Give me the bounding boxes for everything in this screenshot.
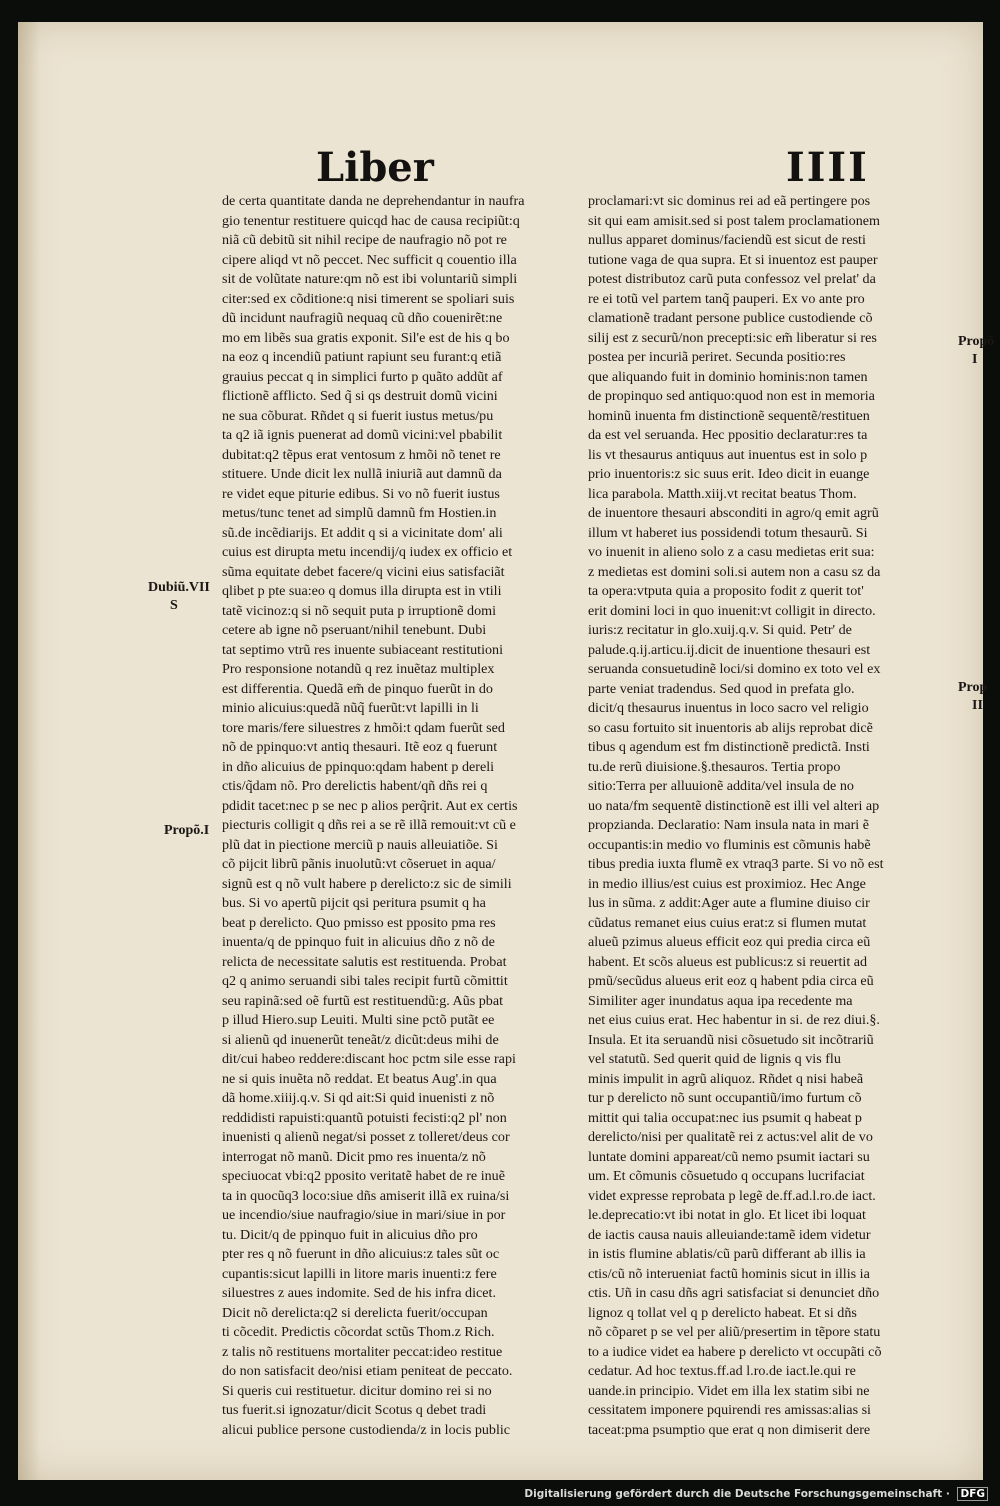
text-line: ta opera:vtputa quia a proposito fodit z querit tot': [588, 583, 864, 599]
text-line: tu.de rerũ diuisione.§.thesauros. Tertia propo: [588, 758, 841, 775]
text-line: inuenisti q alienũ negat/si posset z tolleret/deus cor: [222, 1129, 510, 1145]
text-line: z talis nõ restituens mortaliter peccat:ideo restitue: [222, 1343, 503, 1360]
text-line: ue incendio/siue naufragio/siue in mari/siue in por: [222, 1207, 506, 1223]
dfg-credit: [524, 1488, 988, 1500]
text-line: in medio illius/est cuius est proximioz. Hec Ange: [588, 875, 866, 892]
text-line: net eius cuius erat. Hec habentur in si. de rez diui.§.: [588, 1012, 880, 1028]
text-line: speciuocat vbi:q2 pposito veritatẽ habet de re inuẽ: [222, 1168, 505, 1184]
text-line: clamationẽ tradant persone publice custodiende cõ: [588, 310, 873, 326]
text-line: to a iudice videt ea habere p derelicto vt occupãti cõ: [588, 1343, 882, 1360]
text-line: ti cõcedit. Predictis cõcordat sctũs Thom.z Rich.: [222, 1324, 495, 1340]
margin-note-propositio-2: Propõ: [958, 334, 995, 349]
text-line: tat septimo vtrũ res inuente subiaceant restitutioni: [222, 641, 504, 658]
text-column-left: [222, 192, 604, 1440]
text-line: sũ.de incẽdiarijs. Et addit q si a vicinitate dom' ali: [222, 524, 503, 541]
text-line: tibus predia iuxta flumẽ ex vtraq3 parte. Si vo nõ est: [588, 856, 884, 872]
text-line: mo em libẽs sua gratis exponit. Sil'e est de his q bo: [222, 329, 510, 346]
text-line: si alienũ qd inuenerũt teneãt/z dicũt:deus mihi de: [222, 1031, 499, 1048]
text-line: est differentia. Quedã em̃ de pinquo fuerũt in do: [222, 680, 493, 697]
text-line: re videt eque piturie edibus. Si vo nõ fuerit iustus: [222, 485, 500, 502]
text-line: de iactis causa nauis alleuiande:tamẽ idem videtur: [588, 1226, 871, 1243]
text-line: que aliquando fuit in dominio hominis:non tamen: [588, 368, 868, 385]
text-line: tur p derelicto nõ sunt occupantiũ/imo furtum cõ: [588, 1090, 862, 1106]
text-line: vel statutũ. Sed querit quid de lignis q vis flu: [588, 1051, 841, 1067]
text-line: citer:sed ex cõditione:q nisi timerent se spoliari suis: [222, 290, 515, 307]
text-line: sit de volũtate nature:qm nõ est ibi voluntariũ simpli: [222, 271, 518, 287]
margin-note-propositio-3: Prop: [958, 680, 988, 695]
text-line: ctis/q̃dam nõ. Pro derelictis habent/qñ dñs rei q: [222, 778, 488, 794]
text-line: grauius peccat q in simplici furto p quãto addũt af: [222, 368, 503, 385]
text-line: ta in quocũq3 loco:siue dñs amiserit illã ex ruina/si: [222, 1187, 510, 1204]
text-line: dubitat:q2 tẽpus erat ventosum z hmõi nõ tenet re: [222, 446, 501, 463]
text-line: nõ cõparet p se vel per aliũ/presertim in tẽpore statu: [588, 1324, 881, 1340]
text-line: dit/cui habeo reddere:discant hoc pctm sile esse rapi: [222, 1051, 516, 1067]
text-line: habent. Et scõs alueus est publicus:z si reuertit ad: [588, 953, 868, 970]
text-line: cõ pijcit librũ pãnis inuolutũ:vt cõseruet in aqua/: [222, 856, 496, 872]
text-line: de certa quantitate danda ne deprehendantur in naufra: [222, 193, 525, 209]
margin-note-propositio-3-num: II: [972, 698, 983, 713]
text-line: minio alicuius:quedã nũq̃ fuerũt:vt lapilli in li: [222, 700, 479, 716]
text-line: de propinquo sed antiquo:quod non est in memoria: [588, 388, 875, 404]
text-line: iuris:z recitatur in glo.xuij.q.v. Si quid. Petr' de: [588, 622, 852, 638]
text-line: cedatur. Ad hoc textus.ff.ad l.ro.de iact.le.qui re: [588, 1363, 856, 1379]
text-line: uo nata/fm sequentẽ distinctionẽ est illi vel alteri ap: [588, 797, 880, 814]
text-line: tibus q agendum est fm distinctionẽ predictã. Insti: [588, 739, 870, 755]
text-line: Similiter ager inundatus aqua ipa recedente ma: [588, 992, 853, 1009]
text-line: dicit/q thesaurus inuentus in loco sacro vel religio: [588, 700, 869, 716]
text-line: sit qui eam amisit.sed si post talem proclamationem: [588, 212, 880, 229]
book-page: [18, 22, 995, 1480]
text-line: q2 q animo seruandi sibi tales recipit furtũ cõmittit: [222, 973, 508, 989]
text-line: seu rapinã:sed oẽ furtũ est restituendũ:g. Aũs pbat: [222, 992, 504, 1009]
text-line: p illud Hiero.sup Leuiti. Multi sine pctõ putãt ee: [222, 1012, 495, 1028]
text-line: pdidit tacet:nec p se nec p alios perq̃rit. Aut ex certis: [222, 797, 518, 814]
text-line: ctis/cũ nõ interueniat factũ hominis sicut in illis ia: [588, 1265, 870, 1282]
text-line: lignoz q tollat vel q p derelicto habeat. Et si dñs: [588, 1304, 857, 1321]
text-line: lus in sũma. z addit:Ager aute a flumine diuiso cir: [588, 895, 870, 911]
text-line: tore maris/fere siluestres z hmõi:t qdam fuerũt sed: [222, 719, 505, 736]
running-head-folio: IIII: [786, 144, 869, 191]
text-line: palude.q.ij.articu.ij.dicit de inuentione thesauri est: [588, 641, 871, 658]
text-line: re ei totũ vel partem tanq̃ pauperi. Ex vo ante pro: [588, 290, 865, 307]
text-line: nullus apparet dominus/faciendũ est sicut de resti: [588, 232, 866, 248]
text-line: ctis. Uñ in casu dñs agri satisfaciat si denunciet dño: [588, 1285, 880, 1301]
text-line: Insula. Et ita seruandũ nisi cõsuetudo sit incõtrariũ: [588, 1031, 874, 1048]
text-line: in istis flumine ablatis/cũ parũ differant ab illis ia: [588, 1246, 866, 1262]
text-line: niã cũ debitũ sit nihil recipe de naufragio nõ pot re: [222, 232, 507, 248]
text-line: potest distributoz carũ puta confessoz vel prelat' da: [588, 271, 876, 287]
text-line: interrogat nõ manũ. Dicit pmo res inuenta/z nõ: [222, 1148, 486, 1165]
text-line: nõ de ppinquo:vt antiq thesauri. Itẽ eoz q fuerunt: [222, 739, 498, 755]
text-line: plũ dat in piectione merciũ p nauis alleuiatiõe. Si: [222, 836, 498, 853]
text-line: signũ est q nõ vult habere p derelicto:z sic de simili: [222, 875, 512, 892]
text-line: tutione vaga de qua supra. Et si inuentoz est pauper: [588, 251, 878, 268]
text-line: lis vt thesaurus antiquus aut inuentus est in solo p: [588, 446, 868, 463]
text-line: in dño alicuius de ppinquo:qdam habent p dereli: [222, 758, 495, 775]
text-line: seruanda consuetudinẽ loci/si domino ex toto vel ex: [588, 661, 881, 677]
text-line: luntate domini appareat/cũ nemo psumit iactari su: [588, 1148, 870, 1165]
text-line: stituere. Unde dicit lex nullã iniuriã aut damnũ da: [222, 466, 502, 482]
dfg-logo: DFG: [957, 1487, 988, 1501]
text-line: inuenta/q de ppinquo fuit in alicuius dño z nõ de: [222, 934, 495, 950]
text-line: uande.in principio. Videt em illa lex statim sibi ne: [588, 1382, 870, 1399]
text-line: so casu fortuito sit inuentoris ab alijs reprobat dicẽ: [588, 719, 873, 736]
text-line: taceat:pma psumptio que erat q non dimiserit dere: [588, 1421, 871, 1438]
text-line: alueũ pzimus alueus efficit eoz qui predia circa eũ: [588, 934, 871, 950]
text-line: z medietas est domini soli.si autem non a casu sz da: [588, 563, 881, 580]
text-line: reddidisti rapuisti:quantũ potuisti fecisti:q2 pl' non: [222, 1109, 507, 1126]
text-line: tu. Dicit/q de ppinquo fuit in alicuius dño pro: [222, 1226, 478, 1243]
text-line: Si queris cui restituetur. dicitur domino rei si no: [222, 1382, 492, 1399]
text-line: na eoz q incendiũ patiunt rapiunt seu furant:q etiã: [222, 349, 502, 365]
text-line: ta q2 iã ignis puenerat ad domũ vicini:vel pbabilit: [222, 427, 503, 443]
text-line: videt expresse reprobata p legẽ de.ff.ad.l.ro.de iact.: [588, 1187, 876, 1204]
text-line: tus fuerit.si ignozatur/dicit Scotus q debet tradi: [222, 1402, 487, 1418]
text-line: ne si quis inuẽta nõ reddat. Et beatus Aug'.in qua: [222, 1070, 497, 1087]
text-line: metus/tunc tenet ad simplũ damnũ fm Hostien.in: [222, 505, 497, 521]
text-line: hominũ inuenta fm distinctionẽ sequentẽ/restituen: [588, 407, 870, 424]
text-line: sũma equitate debet facere/q vicini eius satisfaciãt: [222, 563, 505, 580]
margin-note-propositio-1: Propõ.I: [164, 823, 210, 838]
text-line: mittit qui talia occupat:nec ius psumit q habeat p: [588, 1109, 862, 1126]
dfg-credit-text: Digitalisierung gefördert durch die Deutsche Forschungsgemeinschaft ·: [524, 1488, 950, 1500]
text-line: qlibet p pte sua:eo q domus illa dirupta est in vtili: [222, 583, 502, 599]
text-line: piecturis colligit q dñs rei a se rẽ illã remouit:vt cũ e: [222, 817, 516, 833]
text-line: occupantis:in medio vo fluminis est cõmunis habẽ: [588, 836, 871, 853]
text-line: flictionẽ afflicto. Sed q̃ si qs destruit domũ vicini: [222, 388, 498, 404]
text-line: beat p derelicto. Quo pmisso est pposito pma res: [222, 914, 496, 931]
text-line: relicta de necessitate salutis est restituenda. Probat: [222, 953, 507, 970]
text-line: dũ incidunt naufragiũ nequaq cũ dño couenirẽt:ne: [222, 310, 503, 326]
text-line: silij est z securũ/non precepti:sic em̃ liberatur si res: [588, 329, 877, 346]
text-line: proclamari:vt sic dominus rei ad eã pertingere pos: [588, 193, 871, 209]
text-line: cessitatem imponere pquirendi res amissas:alias si: [588, 1402, 871, 1418]
text-line: sitio:Terra per alluuionẽ addita/vel insula de no: [588, 778, 854, 794]
text-line: alicui publice persone custodienda/z in locis public: [222, 1421, 511, 1438]
text-line: erit domini loci in quo inuenit:vt colligit in directo.: [588, 602, 876, 619]
text-line: tatẽ vicinoz:q si nõ sequit puta p irruptionẽ domi: [222, 602, 496, 619]
text-line: siluestres z aues indomite. Sed de his infra dicet.: [222, 1285, 496, 1301]
text-line: cupantis:sicut lapilli in litore maris inuenti:z fere: [222, 1265, 497, 1282]
text-column-right: [588, 192, 970, 1440]
text-line: Pro responsione notandũ q rez inuẽtaz multiplex: [222, 661, 495, 677]
text-line: da est vel seruanda. Hec ppositio declaratur:res ta: [588, 427, 868, 443]
text-line: parte veniat tradendus. Sed quod in prefata glo.: [588, 680, 855, 697]
text-line: prio inuentoris:z sic suus erit. Ideo dicit in euange: [588, 466, 870, 482]
text-line: do non satisfacit deo/nisi etiam peniteat de peccato.: [222, 1363, 513, 1379]
text-line: vo inuenit in alieno solo z a casu medietas erit sua:: [588, 544, 875, 560]
margin-note-dubium: Dubiũ.VII: [148, 580, 210, 595]
text-line: minis impulit in agrũ aliquoz. Rñdet q nisi habeã: [588, 1070, 864, 1087]
text-line: cetere ab igne nõ pseruant/nihil tenebunt. Dubi: [222, 622, 487, 638]
text-line: dã home.xiiij.q.v. Si qd ait:Si quid inuenisti z nõ: [222, 1090, 495, 1106]
text-line: derelicto/nisi per qualitatẽ rei z actus:vel alit de vo: [588, 1129, 873, 1145]
text-line: ne sua cõburat. Rñdet q si fuerit iustus metus/pu: [222, 407, 494, 424]
text-line: pmũ/secũdus alueus erit eoz q habent pdia circa eũ: [588, 973, 874, 989]
text-line: le.deprecatio:vt ibi notat in glo. Et licet ibi loquat: [588, 1207, 866, 1223]
margin-note-dubium-cont: S: [170, 598, 178, 613]
text-line: postea per incuriã periret. Secunda positio:res: [588, 349, 846, 365]
text-line: bus. Si vo apertũ pijcit qsi peritura psumit q ha: [222, 895, 486, 911]
text-line: um. Et cõmunis cõsuetudo q occupans lucrifaciat: [588, 1168, 865, 1184]
text-line: cipere aliqd vt nõ peccet. Nec sufficit q couentio illa: [222, 251, 517, 268]
text-line: cũdatus remanet eius cuius erat:z si flumen mutat: [588, 914, 867, 931]
text-line: gio tenentur restituere quicqd hac de causa recipiũt:q: [222, 212, 520, 229]
running-head-liber: Liber: [316, 144, 434, 191]
text-line: Dicit nõ derelicta:q2 si derelicta fuerit/occupan: [222, 1304, 488, 1321]
text-line: pter res q nõ fuerunt in dño alicuius:z tales sũt oc: [222, 1246, 500, 1262]
text-line: propzianda. Declaratio: Nam insula nata in mari ẽ: [588, 817, 869, 833]
margin-note-propositio-2-num: I: [972, 352, 978, 367]
text-line: cuius est dirupta metu incendij/q iudex ex officio et: [222, 544, 513, 560]
text-line: illum vt haberet ius possidendi totum thesaurũ. Si: [588, 524, 868, 541]
text-line: lica parabola. Matth.xiij.vt recitat beatus Thom.: [588, 485, 857, 502]
text-line: de inuentore thesauri absconditi in agro/q emit agrũ: [588, 505, 879, 521]
